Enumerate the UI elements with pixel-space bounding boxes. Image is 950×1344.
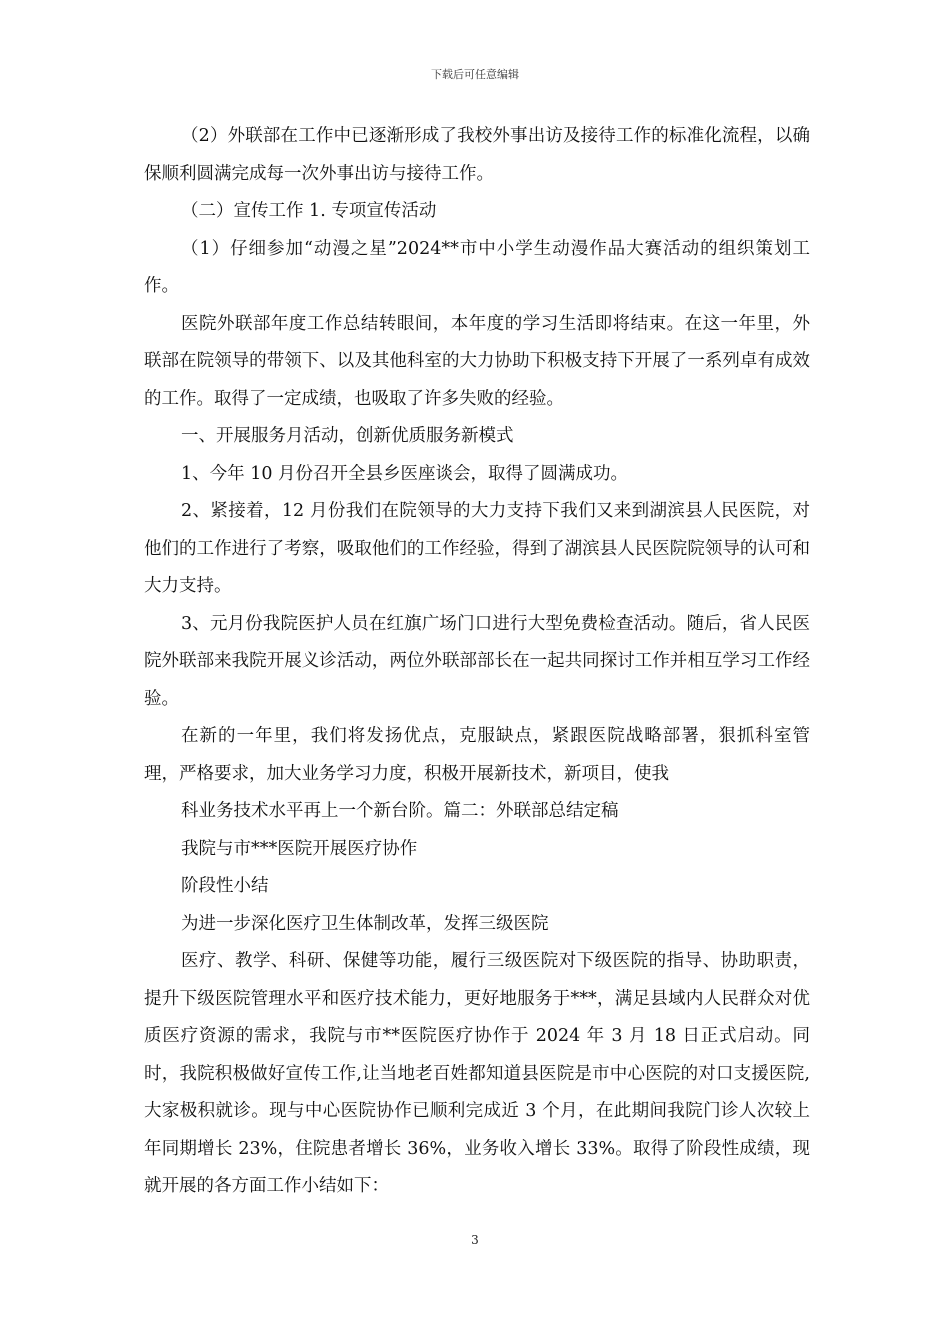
paragraph: 在新的一年里，我们将发扬优点，克服缺点，紧跟医院战略部署，狠抓科室管理，严格要求，加大业务学习力度，积极开展新技术，新项目，使我 (144, 726, 810, 784)
paragraph: 医疗、教学、科研、保健等功能，履行三级医院对下级医院的指导、协助职责，提升下级医院管理水平和医疗技术能力，更好地服务于***，满足县域内人民群众对优质医疗资源的需求，我院与市**医院医疗协作于 2024 年 3 月 18 日正式启动。同时，我院积极做好宣传工作,让当地老百姓都知道县医院是市中心医院的对口支援医院,大家极积就诊。现与中心医院协作已顺利完成近 3 个月，在此期间我院门诊人次较上年同期增长 23%，住院患者增长 36%，业务收入增长 33%。取得了阶段性成绩，现就开展的各方面工作小结如下： (144, 951, 810, 1196)
page-header: 下载后可任意编辑 (431, 68, 519, 81)
page-number: 3 (471, 1233, 479, 1247)
document-body (144, 118, 810, 1206)
paragraph: （2）外联部在工作中已逐渐形成了我校外事出访及接待工作的标准化流程，以确保顺利圆满完成每一次外事出访与接待工作。 (144, 126, 810, 184)
document-title-line: 阶段性小结 (181, 876, 269, 896)
section-heading: （二）宣传工作 1. 专项宣传活动 (181, 201, 437, 221)
section-heading: 一、开展服务月活动，创新优质服务新模式 (181, 426, 514, 446)
paragraph: 3、元月份我院医护人员在红旗广场门口进行大型免费检查活动。随后，省人民医院外联部来我院开展义诊活动，两位外联部部长在一起共同探讨工作并相互学习工作经验。 (144, 613, 810, 709)
paragraph: 2、紧接着，12 月份我们在院领导的大力支持下我们又来到湖滨县人民医院，对他们的工作进行了考察，吸取他们的工作经验，得到了湖滨县人民医院院领导的认可和大力支持。 (144, 501, 810, 596)
document-title-line: 我院与市***医院开展医疗协作 (181, 838, 418, 859)
paragraph: 医院外联部年度工作总结转眼间，本年度的学习生活即将结束。在这一年里，外联部在院领导的带领下、以及其他科室的大力协助下积极支持下开展了一系列卓有成效的工作。取得了一定成绩，也吸取了许多失败的经验。 (144, 313, 810, 409)
paragraph: 科业务技术水平再上一个新台阶。篇二：外联部总结定稿 (181, 801, 619, 821)
paragraph: 1、今年 10 月份召开全县乡医座谈会，取得了圆满成功。 (181, 463, 629, 484)
paragraph: 为进一步深化医疗卫生体制改革，发挥三级医院 (181, 913, 549, 934)
paragraph: （1）仔细参加“动漫之星”2024**市中小学生动漫作品大赛活动的组织策划工作。 (144, 238, 810, 296)
